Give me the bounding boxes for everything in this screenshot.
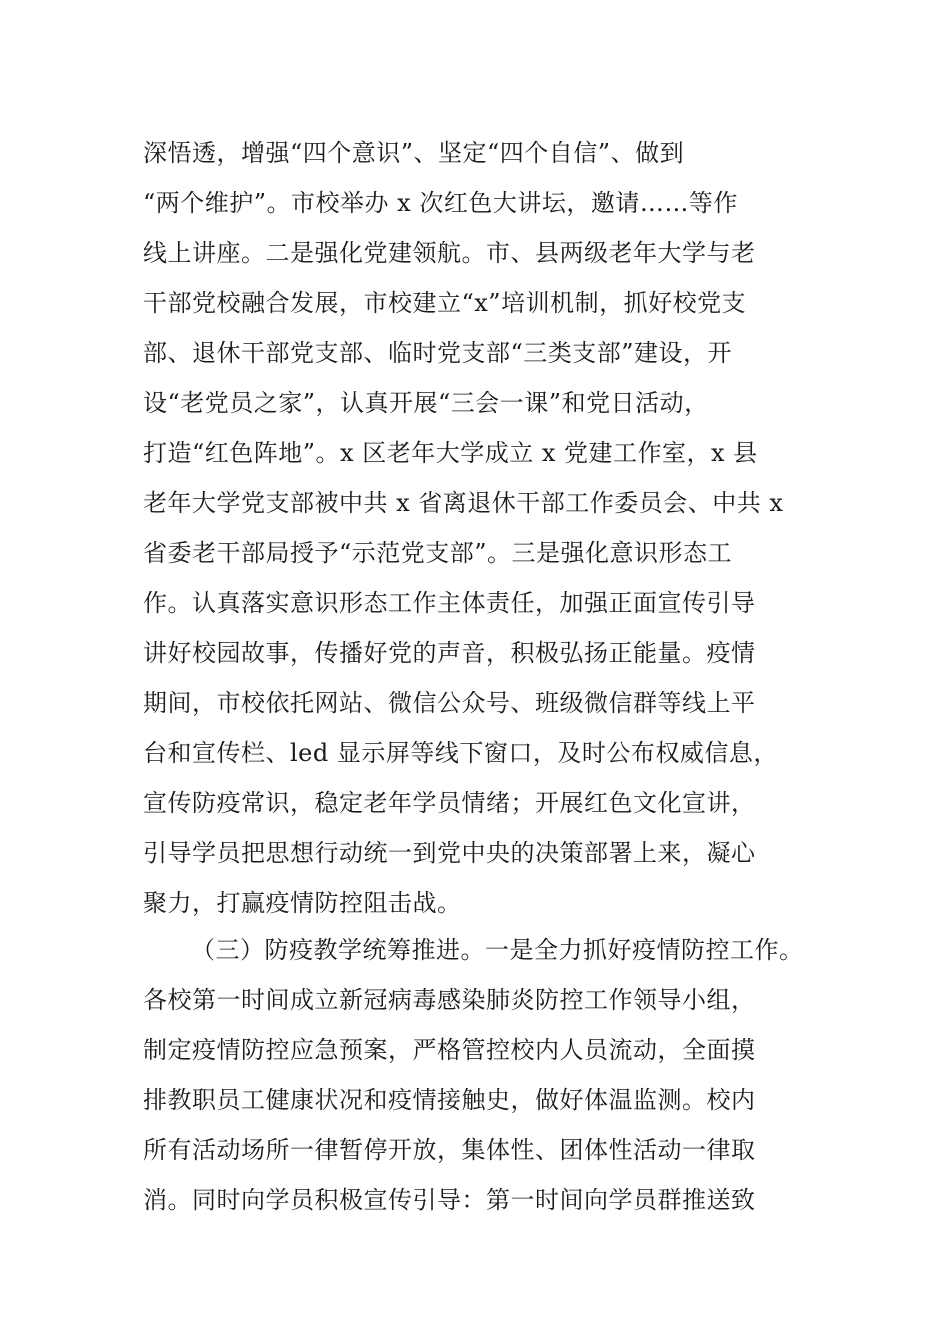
paragraph-line: 线上讲座。二是强化党建领航。市、县两级老年大学与老: [143, 239, 756, 267]
paragraph-line: 部、退休干部党支部、临时党支部“三类支部”建设，开: [143, 339, 733, 367]
paragraph-line: 干部党校融合发展，市校建立“x”培训机制，抓好校党支: [143, 289, 747, 317]
paragraph-line: 省委老干部局授予“示范党支部”。三是强化意识形态工: [143, 539, 733, 567]
paragraph-line: 深悟透，增强“四个意识”、坚定“四个自信”、做到: [143, 139, 685, 167]
paragraph-line: 引导学员把思想行动统一到党中央的决策部署上来，凝心: [143, 839, 756, 867]
paragraph-line: 作。认真落实意识形态工作主体责任，加强正面宣传引导: [143, 589, 756, 617]
paragraph-line: 设“老党员之家”，认真开展“三会一课”和党日活动，: [143, 389, 709, 417]
paragraph-line: 排教职员工健康状况和疫情接触史，做好体温监测。校内: [143, 1086, 756, 1114]
paragraph-line: 各校第一时间成立新冠病毒感染肺炎防控工作领导小组，: [143, 986, 756, 1014]
paragraph-line: 老年大学党支部被中共 x 省离退休干部工作委员会、中共 x: [143, 489, 784, 517]
paragraph-line: 台和宣传栏、led 显示屏等线下窗口，及时公布权威信息，: [143, 739, 778, 767]
section-heading-line: （三）防疫教学统筹推进。一是全力抓好疫情防控工作。: [191, 936, 804, 964]
paragraph-line: 讲好校园故事，传播好党的声音，积极弘扬正能量。疫情: [143, 639, 756, 667]
paragraph-line: “两个维护”。市校举办 x 次红色大讲坛，邀请……等作: [143, 189, 738, 217]
paragraph-line: 打造“红色阵地”。x 区老年大学成立 x 党建工作室，x 县: [143, 439, 758, 467]
paragraph-line: 聚力，打赢疫情防控阻击战。: [143, 889, 462, 917]
paragraph-line: 消。同时向学员积极宣传引导：第一时间向学员群推送致: [143, 1186, 756, 1214]
paragraph-line: 制定疫情防控应急预案，严格管控校内人员流动，全面摸: [143, 1036, 756, 1064]
paragraph-line: 所有活动场所一律暂停开放，集体性、团体性活动一律取: [143, 1136, 756, 1164]
paragraph-line: 宣传防疫常识，稳定老年学员情绪；开展红色文化宣讲，: [143, 789, 756, 817]
paragraph-line: 期间，市校依托网站、微信公众号、班级微信群等线上平: [143, 689, 756, 717]
